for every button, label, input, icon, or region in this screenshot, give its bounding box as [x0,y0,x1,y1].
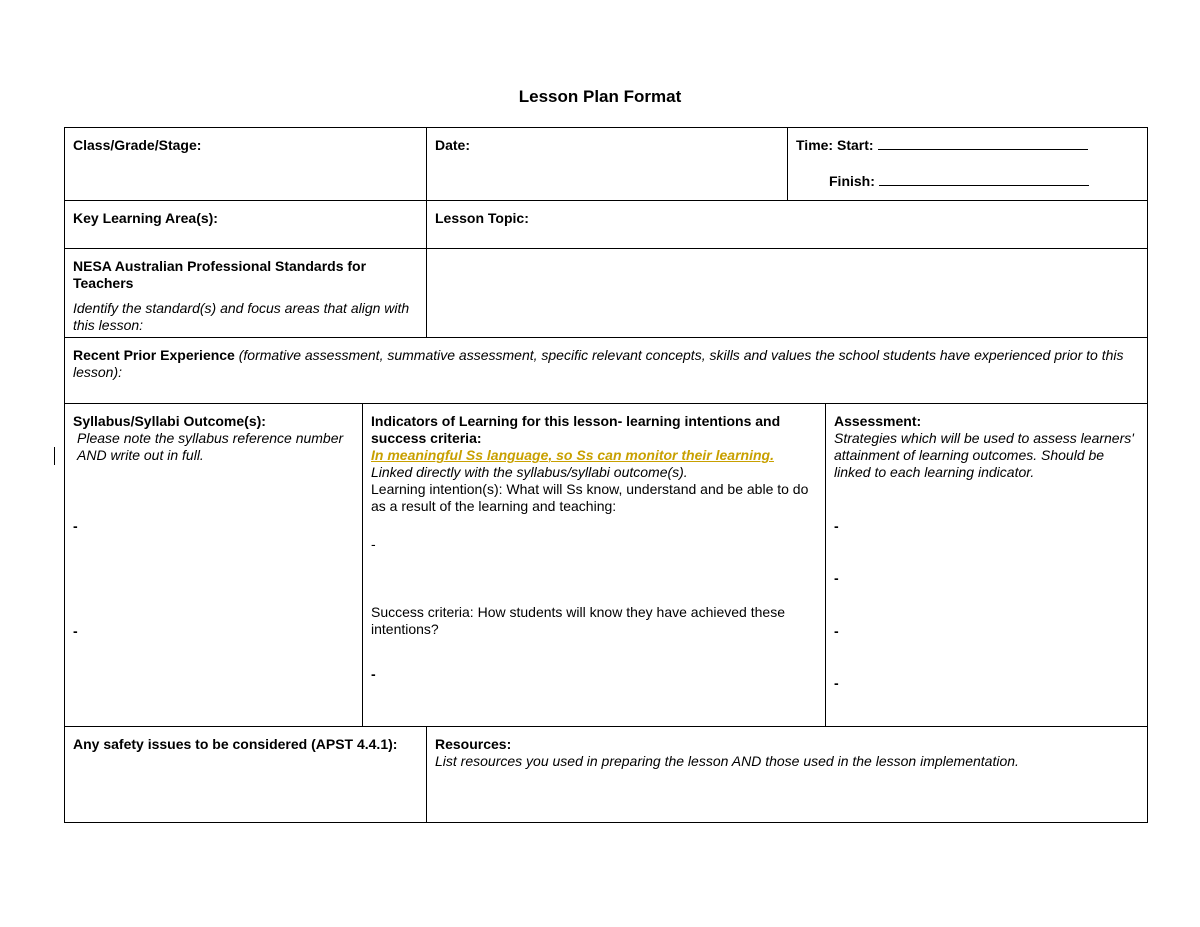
time-finish-blank[interactable] [879,173,1089,186]
syllabus-note: Please note the syllabus reference number AND write out in full. [77,430,344,463]
resources-note: List resources you used in preparing the lesson AND those used in the lesson implementation. [435,753,1019,769]
resources-heading: Resources: [435,736,512,752]
syllabus-bullet-1: - [73,518,78,534]
indicators-highlight: In meaningful Ss language, so Ss can monitor their learning. [371,447,774,463]
syllabus-outcomes-cell[interactable] [64,403,363,727]
learning-intentions-text: Learning intention(s): What will Ss know, understand and be able to do as a result of the learning and teaching: [371,481,809,514]
time-cell[interactable] [787,127,1148,201]
time-start-label: Time: Start: [796,137,874,153]
lesson-topic-cell[interactable] [426,200,1148,249]
standards-heading: NESA Australian Professional Standards for Teachers [73,258,367,291]
success-criteria-text: Success criteria: How students will know they have achieved these intentions? [371,604,785,637]
standards-entry-cell[interactable] [426,248,1148,338]
assessment-bullet-4: - [834,675,839,691]
time-start-blank[interactable] [878,137,1088,150]
standards-cell[interactable] [64,248,427,338]
time-finish-line [796,173,1139,190]
assessment-bullet-1: - [834,518,839,534]
date-cell[interactable] [426,127,788,201]
lesson-topic-label: Lesson Topic: [435,210,529,226]
class-grade-stage-label: Class/Grade/Stage: [73,137,202,153]
prior-experience-cell[interactable] [64,337,1148,404]
indicators-heading: Indicators of Learning for this lesson- learning intentions and success criteria: [371,413,781,446]
time-finish-label: Finish: [829,173,875,189]
assessment-note: Strategies which will be used to assess learners' attainment of learning outcomes. Should be linked to each learning indicator. [834,430,1134,480]
resources-cell[interactable] [426,726,1148,823]
prior-experience-note: (formative assessment, summative assessment, specific relevant concepts, skills and values the school students have experienced prior to this lesson): [73,347,1124,380]
document-title: Lesson Plan Format [518,87,682,106]
criteria-bullet: - [371,666,376,682]
assessment-bullet-2: - [834,570,839,586]
assessment-heading: Assessment: [834,413,922,429]
prior-experience-heading: Recent Prior Experience [73,347,235,363]
intentions-bullet: - [371,536,376,552]
syllabus-bullet-2: - [73,623,78,639]
indicators-linked: Linked directly with the syllabus/syllabi outcome(s). [371,464,688,480]
syllabus-heading: Syllabus/Syllabi Outcome(s): [73,413,266,429]
key-learning-area-label: Key Learning Area(s): [73,210,218,226]
indicators-cell[interactable] [362,403,826,727]
text-cursor [54,447,55,465]
class-grade-stage-cell[interactable] [64,127,427,201]
standards-instruction: Identify the standard(s) and focus areas that align with this lesson: [73,300,410,333]
assessment-cell[interactable] [825,403,1148,727]
date-label: Date: [435,137,471,153]
key-learning-area-cell[interactable] [64,200,427,249]
time-start-line [796,137,1139,154]
safety-heading: Any safety issues to be considered (APST 4.4.1): [73,736,398,752]
safety-issues-cell[interactable] [64,726,427,823]
assessment-bullet-3: - [834,623,839,639]
